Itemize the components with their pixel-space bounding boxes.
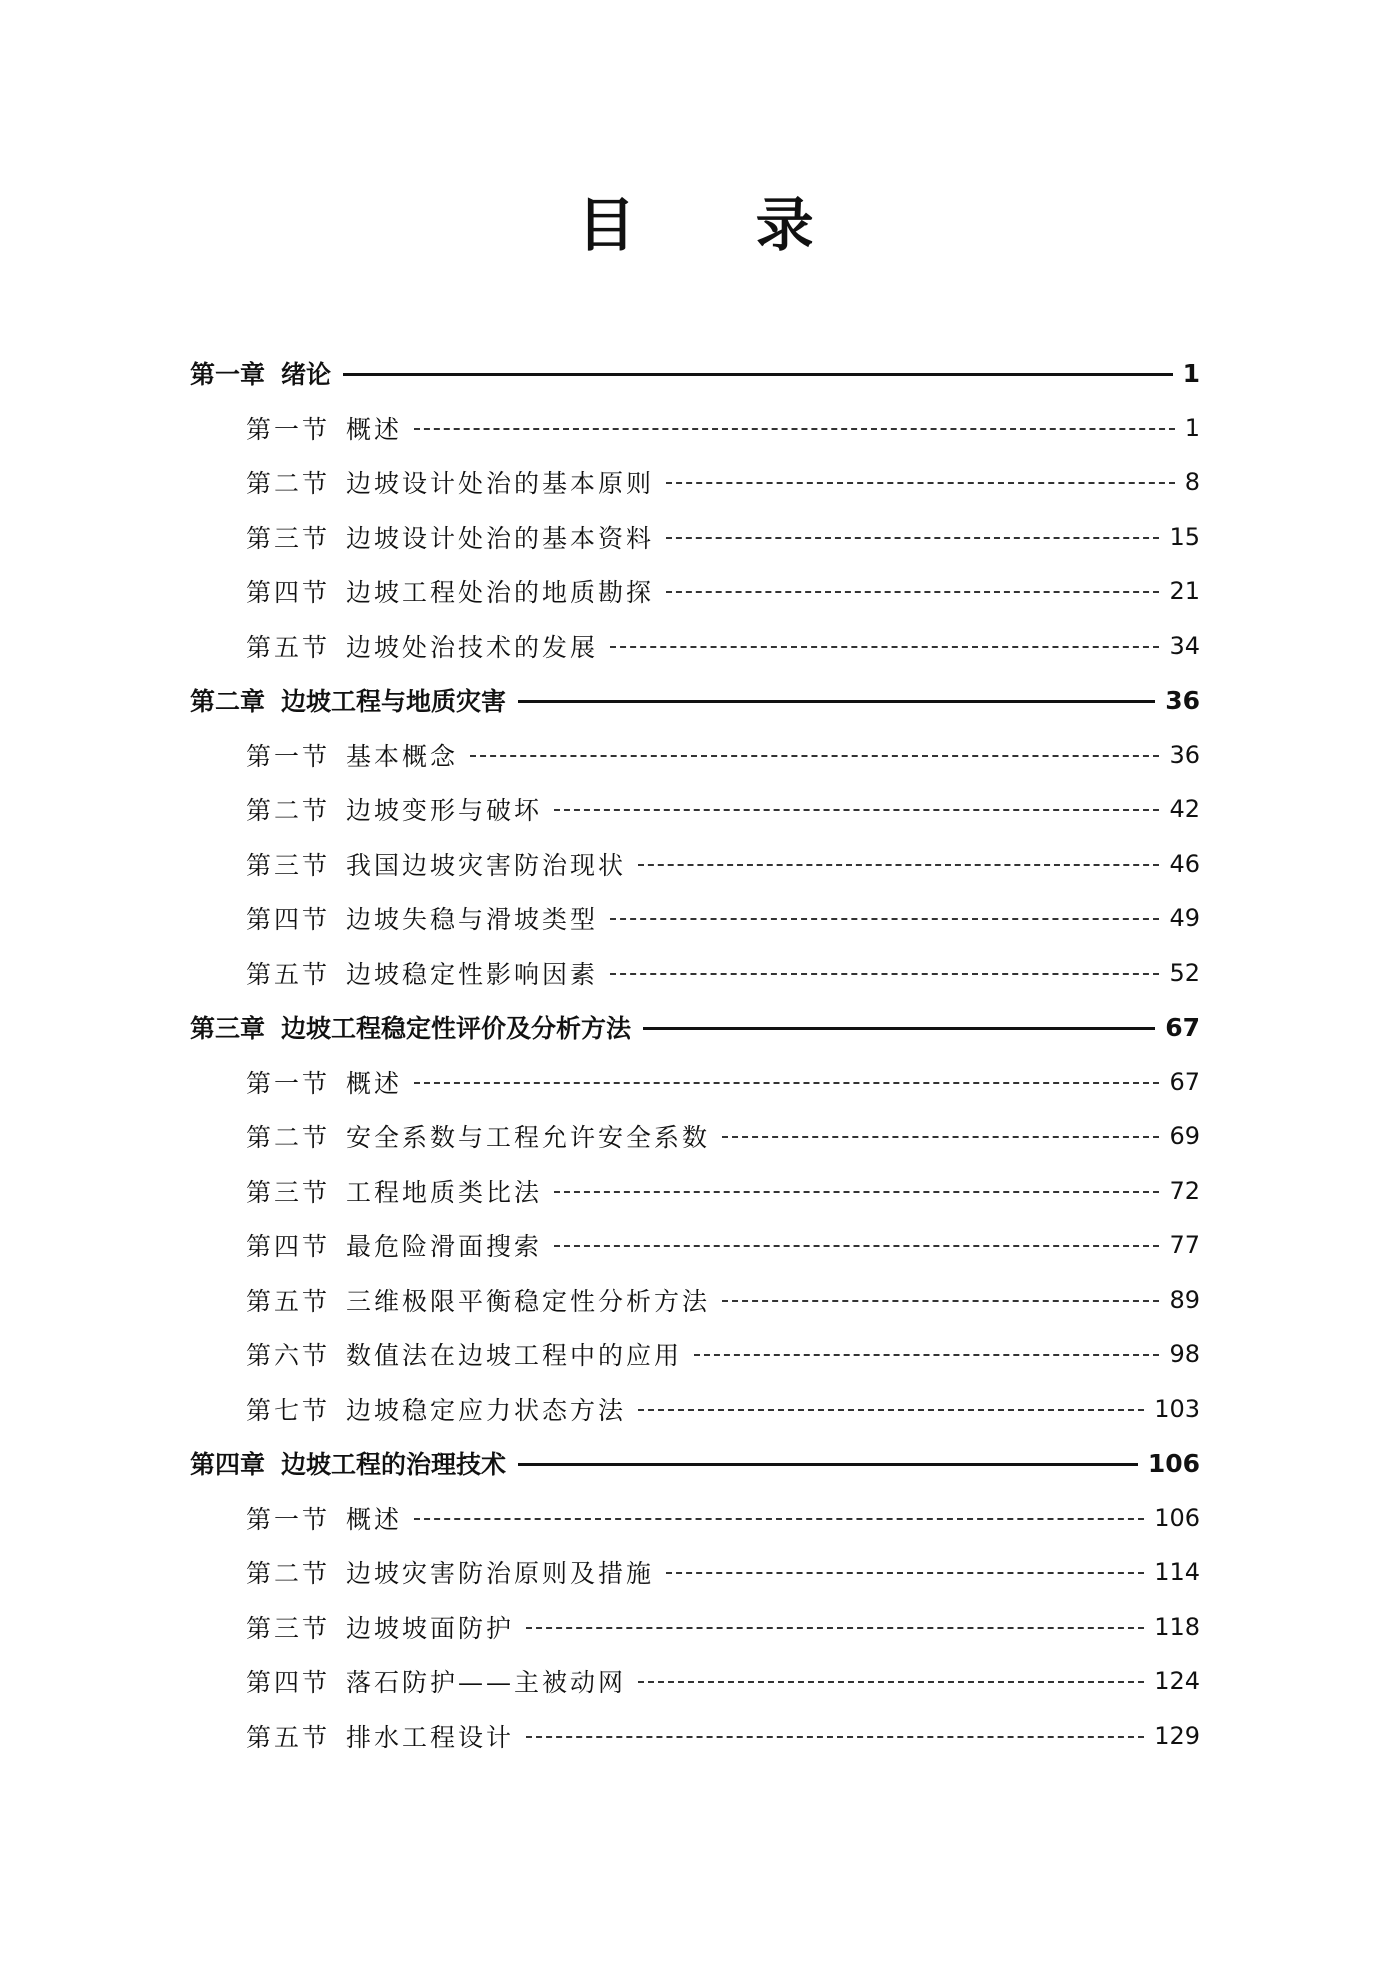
- toc-section-entry[interactable]: [0, 510, 1391, 565]
- toc-section-entry[interactable]: [0, 564, 1391, 619]
- toc-entry-number: 第三节: [246, 523, 331, 553]
- toc-page-number: 103: [1154, 1394, 1200, 1423]
- toc-leader-line: [518, 700, 1155, 703]
- toc-section-entry[interactable]: [0, 891, 1391, 946]
- toc-entry-title: 概述: [346, 414, 403, 444]
- toc-page-number: 15: [1169, 522, 1200, 551]
- toc-leader-line: [694, 1354, 1159, 1356]
- toc-leader-line: [343, 373, 1173, 376]
- toc-entry-number: 第五节: [246, 1722, 331, 1752]
- toc-leader-line: [666, 1572, 1144, 1574]
- toc-leader-line: [414, 428, 1175, 430]
- toc-entry-title: 边坡处治技术的发展: [346, 632, 599, 662]
- toc-leader-line: [610, 646, 1159, 648]
- toc-leader-line: [722, 1300, 1159, 1302]
- toc-leader-line: [666, 537, 1159, 539]
- toc-entry-number: 第四节: [246, 905, 331, 935]
- toc-page-number: 67: [1165, 1012, 1200, 1042]
- toc-entry-title: 边坡工程稳定性评价及分析方法: [281, 1014, 632, 1044]
- toc-entry-title: 概述: [346, 1068, 403, 1098]
- toc-entry-title: 工程地质类比法: [346, 1177, 543, 1207]
- toc-entry-number: 第三节: [246, 1613, 331, 1643]
- toc-leader-line: [470, 755, 1159, 757]
- toc-chapter-entry[interactable]: [0, 1436, 1391, 1491]
- toc-leader-line: [666, 482, 1175, 484]
- toc-leader-line: [722, 1136, 1159, 1138]
- toc-section-entry[interactable]: [0, 1600, 1391, 1655]
- toc-page-number: 124: [1154, 1667, 1200, 1696]
- toc-entry-number: 第五节: [246, 1286, 331, 1316]
- table-of-contents: [0, 346, 1391, 1763]
- toc-page-number: 8: [1184, 468, 1200, 497]
- toc-section-entry[interactable]: [0, 1109, 1391, 1164]
- toc-entry-title: 边坡稳定性影响因素: [346, 959, 599, 989]
- toc-leader-line: [643, 1027, 1155, 1030]
- toc-entry-title: 边坡稳定应力状态方法: [346, 1395, 627, 1425]
- toc-entry-title: 边坡工程处治的地质勘探: [346, 578, 655, 608]
- toc-section-entry[interactable]: [0, 455, 1391, 510]
- toc-leader-line: [554, 1245, 1159, 1247]
- toc-section-entry[interactable]: [0, 837, 1391, 892]
- toc-entry-number: 第五节: [246, 959, 331, 989]
- page-title: 目 录: [577, 191, 864, 259]
- toc-leader-line: [610, 973, 1159, 975]
- toc-entry-number: 第一节: [246, 741, 331, 771]
- toc-entry-title: 边坡失稳与滑坡类型: [346, 905, 599, 935]
- toc-leader-line: [638, 864, 1159, 866]
- toc-entry-number: 第二节: [246, 1559, 331, 1589]
- toc-leader-line: [610, 918, 1159, 920]
- toc-entry-title: 边坡设计处治的基本原则: [346, 469, 655, 499]
- toc-page-number: 72: [1169, 1176, 1200, 1205]
- toc-entry-number: 第三节: [246, 1177, 331, 1207]
- toc-entry-title: 边坡灾害防治原则及措施: [346, 1559, 655, 1589]
- toc-entry-title: 数值法在边坡工程中的应用: [346, 1341, 683, 1371]
- toc-leader-line: [414, 1518, 1144, 1520]
- toc-section-entry[interactable]: [0, 1654, 1391, 1709]
- toc-entry-title: 边坡工程的治理技术: [281, 1450, 507, 1480]
- toc-section-entry[interactable]: [0, 1709, 1391, 1764]
- toc-page-number: 52: [1169, 958, 1200, 987]
- toc-entry-number: 第六节: [246, 1341, 331, 1371]
- toc-page-number: 36: [1165, 685, 1200, 715]
- toc-entry-title: 绪论: [281, 360, 332, 390]
- toc-chapter-entry[interactable]: [0, 1000, 1391, 1055]
- toc-page-number: 46: [1169, 849, 1200, 878]
- toc-page-number: 114: [1154, 1558, 1200, 1587]
- toc-entry-title: 边坡坡面防护: [346, 1613, 515, 1643]
- toc-entry-number: 第三章: [190, 1014, 266, 1044]
- toc-leader-line: [518, 1463, 1138, 1466]
- toc-section-entry[interactable]: [0, 1491, 1391, 1546]
- toc-section-entry[interactable]: [0, 1273, 1391, 1328]
- toc-section-entry[interactable]: [0, 1382, 1391, 1437]
- toc-page-number: 77: [1169, 1231, 1200, 1260]
- toc-entry-number: 第七节: [246, 1395, 331, 1425]
- toc-page-number: 49: [1169, 904, 1200, 933]
- toc-page-number: 34: [1169, 631, 1200, 660]
- toc-entry-title: 三维极限平衡稳定性分析方法: [346, 1286, 711, 1316]
- toc-entry-number: 第二章: [190, 687, 266, 717]
- toc-entry-title: 边坡设计处治的基本资料: [346, 523, 655, 553]
- toc-page-number: 36: [1169, 740, 1200, 769]
- toc-entry-title: 概述: [346, 1504, 403, 1534]
- toc-section-entry[interactable]: [0, 946, 1391, 1001]
- toc-entry-number: 第四节: [246, 1232, 331, 1262]
- toc-entry-title: 安全系数与工程允许安全系数: [346, 1123, 711, 1153]
- toc-entry-title: 排水工程设计: [346, 1722, 515, 1752]
- toc-chapter-entry[interactable]: [0, 673, 1391, 728]
- toc-page-number: 42: [1169, 795, 1200, 824]
- toc-page-number: 118: [1154, 1612, 1200, 1641]
- toc-entry-number: 第一节: [246, 414, 331, 444]
- toc-entry-number: 第一章: [190, 360, 266, 390]
- toc-section-entry[interactable]: [0, 619, 1391, 674]
- toc-section-entry[interactable]: [0, 1055, 1391, 1110]
- toc-page-number: 21: [1169, 577, 1200, 606]
- toc-entry-number: 第四章: [190, 1450, 266, 1480]
- toc-leader-line: [666, 591, 1159, 593]
- toc-page-number: 89: [1169, 1285, 1200, 1314]
- toc-section-entry[interactable]: [0, 1327, 1391, 1382]
- toc-entry-number: 第一节: [246, 1068, 331, 1098]
- toc-page-number: 69: [1169, 1122, 1200, 1151]
- toc-leader-line: [638, 1681, 1144, 1683]
- toc-entry-number: 第五节: [246, 632, 331, 662]
- toc-entry-number: 第二节: [246, 796, 331, 826]
- toc-entry-number: 第三节: [246, 850, 331, 880]
- toc-page-number: 1: [1184, 413, 1200, 442]
- toc-entry-number: 第四节: [246, 578, 331, 608]
- toc-entry-title: 基本概念: [346, 741, 459, 771]
- toc-section-entry[interactable]: [0, 401, 1391, 456]
- toc-entry-number: 第二节: [246, 1123, 331, 1153]
- toc-chapter-entry[interactable]: [0, 346, 1391, 401]
- toc-entry-title: 我国边坡灾害防治现状: [346, 850, 627, 880]
- toc-entry-title: 边坡工程与地质灾害: [281, 687, 507, 717]
- toc-entry-title: 边坡变形与破坏: [346, 796, 543, 826]
- toc-section-entry[interactable]: [0, 782, 1391, 837]
- toc-entry-number: 第一节: [246, 1504, 331, 1534]
- toc-page-number: 1: [1182, 358, 1200, 388]
- toc-leader-line: [554, 809, 1159, 811]
- toc-section-entry[interactable]: [0, 1164, 1391, 1219]
- toc-section-entry[interactable]: [0, 1545, 1391, 1600]
- toc-entry-title: 落石防护——主被动网: [346, 1668, 627, 1698]
- toc-entry-number: 第二节: [246, 469, 331, 499]
- toc-section-entry[interactable]: [0, 728, 1391, 783]
- toc-page-number: 106: [1154, 1503, 1200, 1532]
- toc-page-number: 129: [1154, 1721, 1200, 1750]
- toc-leader-line: [526, 1736, 1144, 1738]
- toc-leader-line: [414, 1082, 1159, 1084]
- toc-section-entry[interactable]: [0, 1218, 1391, 1273]
- toc-entry-number: 第四节: [246, 1668, 331, 1698]
- toc-leader-line: [638, 1409, 1144, 1411]
- toc-leader-line: [554, 1191, 1159, 1193]
- toc-page-number: 106: [1147, 1448, 1200, 1478]
- toc-page-number: 98: [1169, 1340, 1200, 1369]
- toc-entry-title: 最危险滑面搜索: [346, 1232, 543, 1262]
- toc-page-number: 67: [1169, 1067, 1200, 1096]
- toc-leader-line: [526, 1627, 1144, 1629]
